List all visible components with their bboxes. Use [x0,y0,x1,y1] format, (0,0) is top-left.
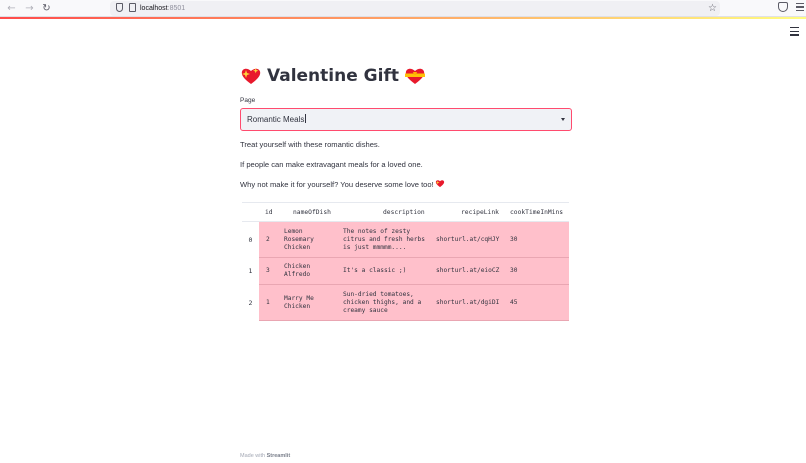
page-select[interactable] [240,108,572,131]
paragraph-3: Why not make it for yourself? You deserve some love too! [240,179,445,189]
cell-description[interactable]: It's a classic ;) [343,267,407,274]
url-bar[interactable] [110,1,720,16]
table-row[interactable] [242,285,569,321]
select-value[interactable]: Romantic Meals [247,115,305,124]
cell-id[interactable]: 2 [266,236,270,243]
forward-arrow-icon[interactable]: → [25,3,34,14]
cell-description[interactable]: Sun-dried tomatoes, chicken thighs, and a creamy sauce [343,291,422,314]
star-icon[interactable]: ☆ [708,3,717,14]
cell-id[interactable]: 3 [266,267,270,274]
cell-name[interactable]: Lemon Rosemary Chicken [284,228,314,251]
pocket-icon[interactable] [778,2,788,12]
back-arrow-icon[interactable]: ← [7,3,16,14]
reload-icon[interactable]: ↻ [42,3,51,14]
column-header-name[interactable]: nameOfDish [293,209,331,216]
page-title: Valentine Gift [240,62,572,90]
column-header-recipe-link[interactable]: recipeLink [461,209,499,216]
table-header [242,202,569,222]
cell-name[interactable]: Marry Me Chicken [284,295,314,310]
column-header-cook-time[interactable]: cookTimeInMins [510,209,564,216]
page-icon[interactable] [129,3,136,12]
browser-toolbar [0,0,806,17]
heart-sparkle-icon [240,66,262,86]
cell-recipe-link[interactable]: shorturl.at/cqHJY [436,236,500,243]
paragraph-1: Treat yourself with these romantic dishes. [240,140,380,149]
table-row[interactable] [242,222,569,258]
row-cells[interactable] [259,258,569,285]
column-header-description[interactable]: description [383,209,425,216]
paragraph-2: If people can make extravagant meals for a loved one. [240,160,423,169]
row-index: 0 [248,236,253,244]
select-label: Page [240,97,256,104]
streamlit-link[interactable]: Streamlit [266,453,291,459]
cell-cook-time[interactable]: 45 [510,299,518,306]
cell-recipe-link[interactable]: shorturl.at/eioCZ [436,267,500,274]
cell-name[interactable]: Chicken Alfredo [284,263,311,278]
cell-recipe-link[interactable]: shorturl.at/dgiDI [436,299,500,306]
header-decoration [0,17,806,19]
footer: Made with Streamlit [240,453,291,459]
shield-icon[interactable] [116,3,123,12]
cell-cook-time[interactable]: 30 [510,236,518,243]
row-index: 2 [248,299,253,307]
column-header-id[interactable]: id [265,209,273,216]
row-index: 1 [248,267,253,275]
url-text[interactable]: localhost:8501 [140,5,186,12]
row-cells[interactable] [259,222,569,258]
heart-sparkle-icon [435,179,445,188]
cell-id[interactable]: 1 [266,299,270,306]
cell-cook-time[interactable]: 30 [510,267,518,274]
cell-description[interactable]: The notes of zesty citrus and fresh herbs is just mmmmm.... [343,228,425,251]
table-row[interactable] [242,258,569,285]
chevron-down-icon[interactable] [561,118,565,121]
row-cells[interactable] [259,285,569,321]
browser-menu-icon[interactable] [796,3,804,12]
main-block [240,62,572,131]
recipes-table[interactable] [242,202,569,321]
app-menu-icon[interactable] [790,27,799,36]
heart-ribbon-icon [404,66,426,86]
